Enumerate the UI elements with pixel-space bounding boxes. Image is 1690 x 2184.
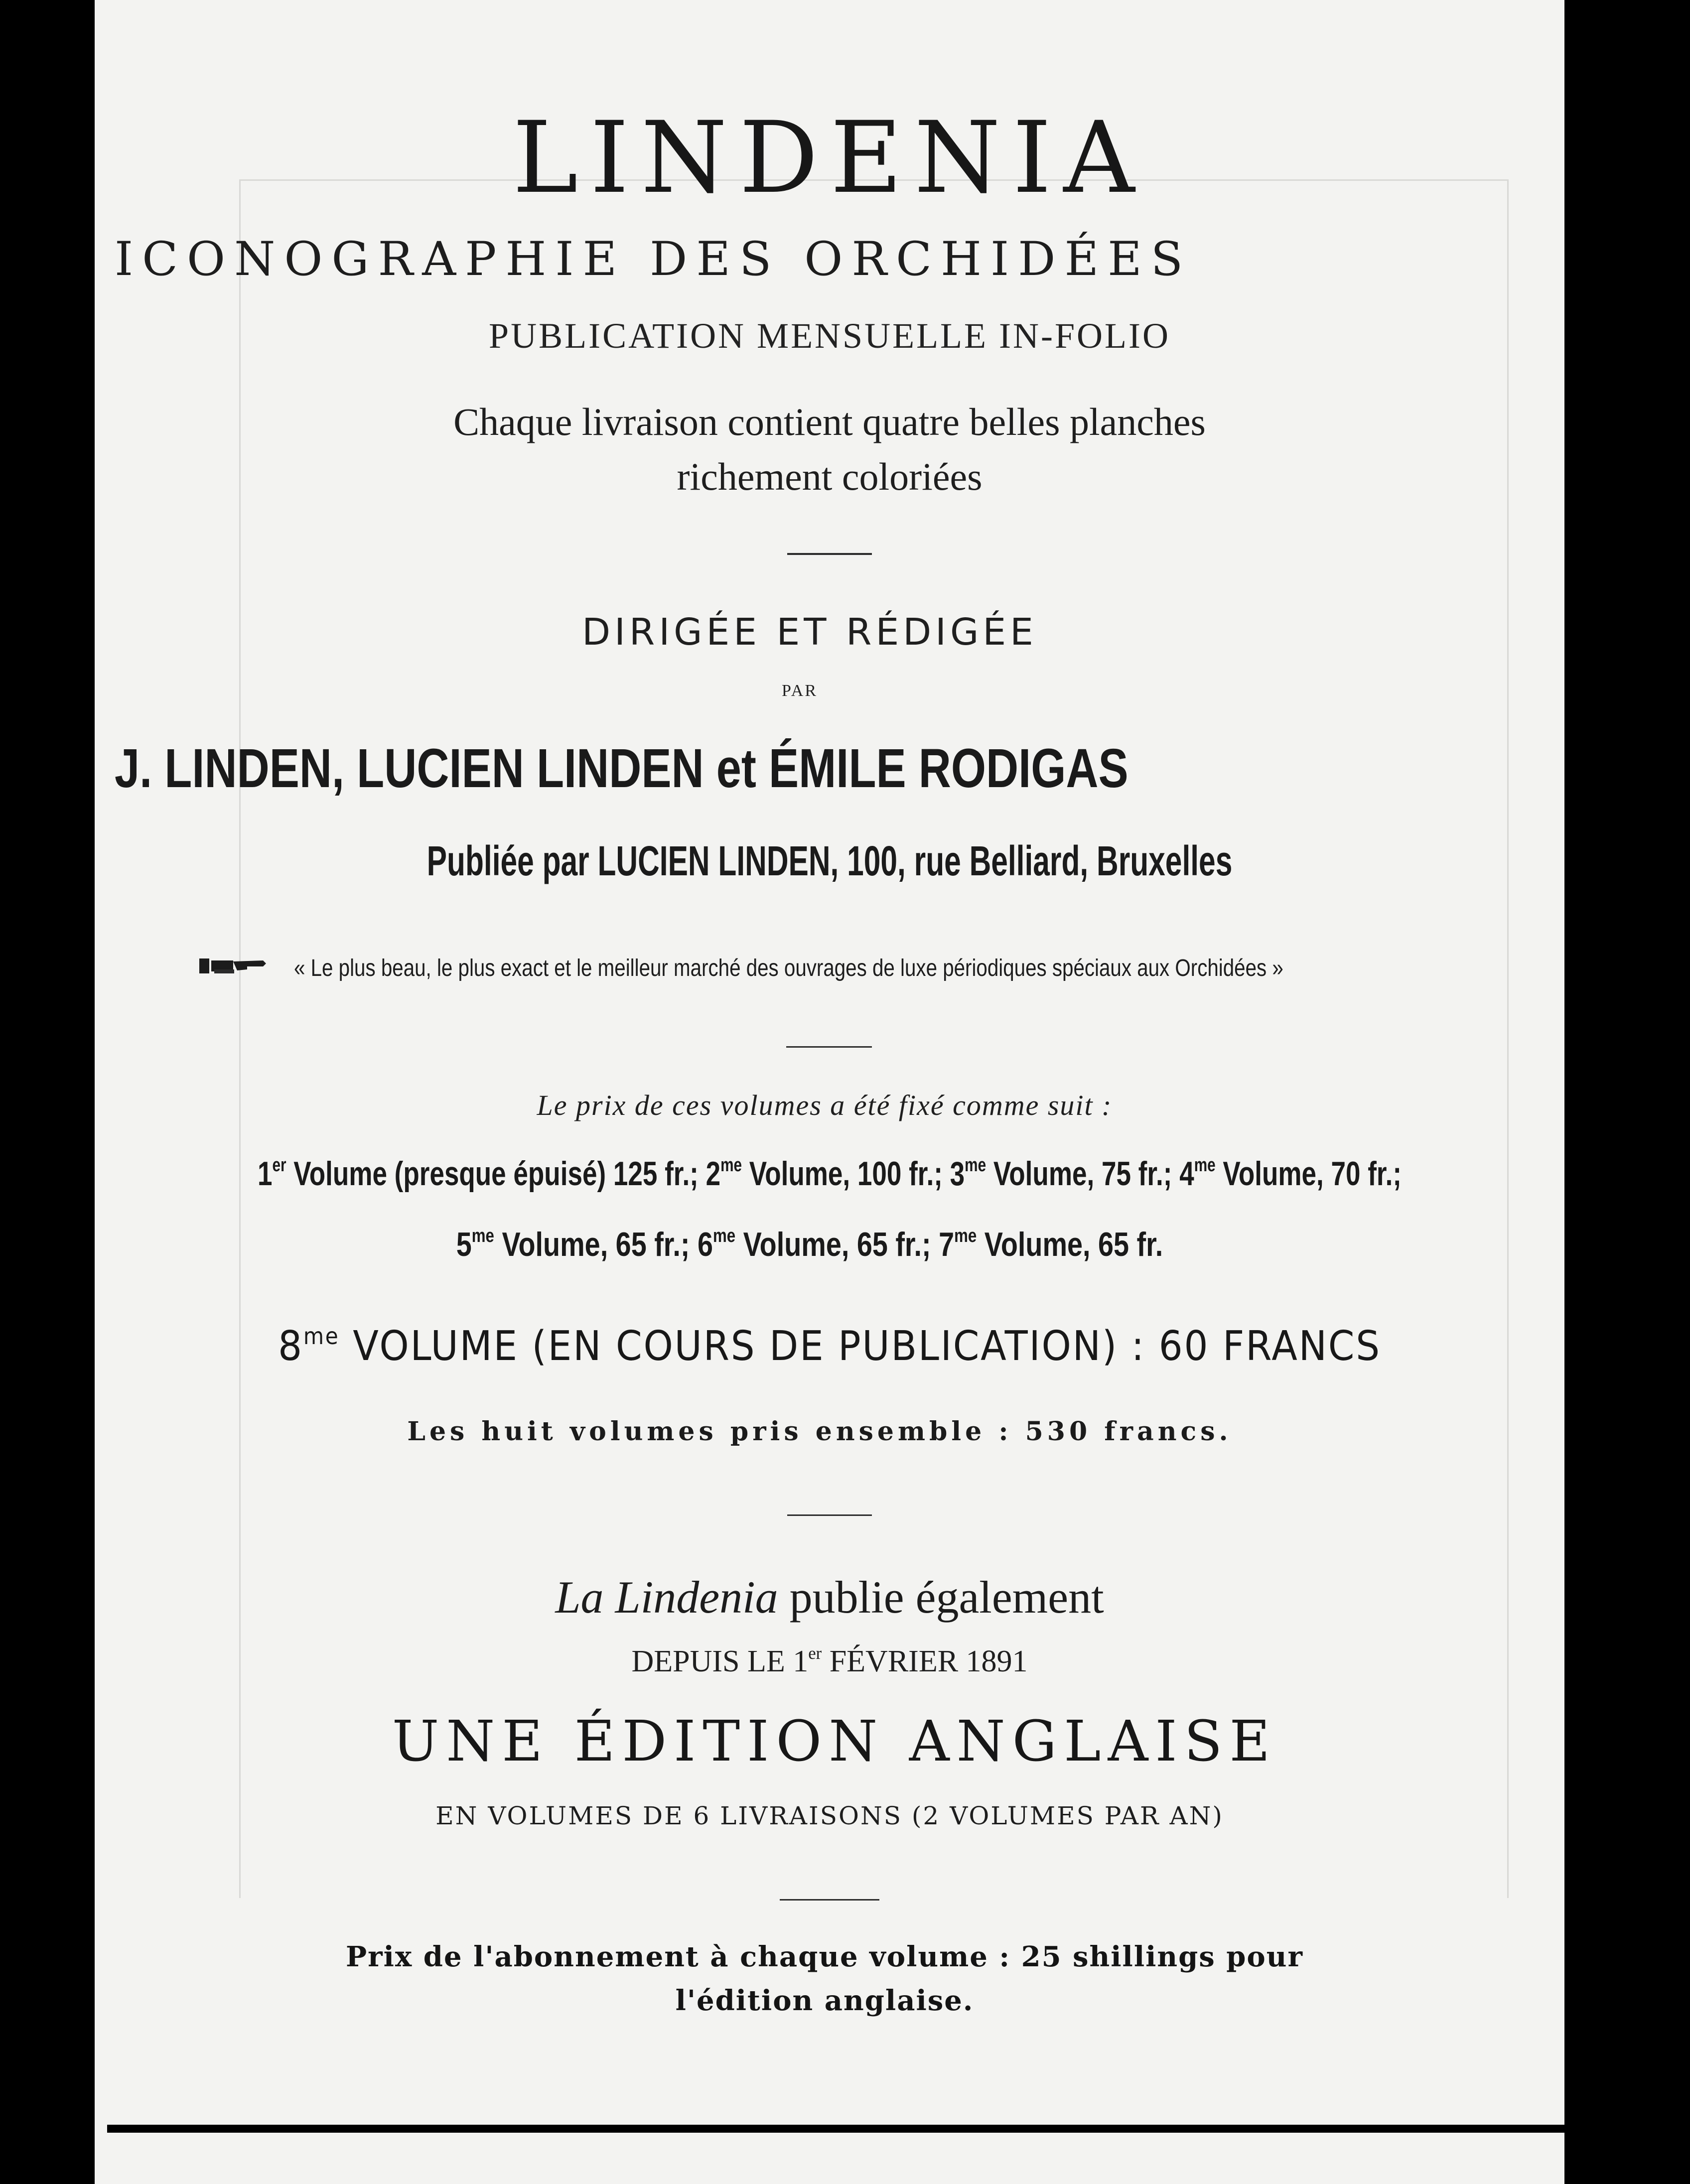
volume-2-suffix: me [720,1155,742,1176]
volume-2-price: Volume, 100 fr.; [749,1155,943,1193]
since-after: FÉVRIER 1891 [829,1644,1028,1678]
volume-4-number: 4 [1179,1155,1194,1193]
scan-bottom-bar [107,2125,1564,2133]
volume-8-suffix: me [303,1322,340,1350]
volume-1-suffix: er [272,1155,286,1176]
directed-line: DIRIGÉE ET RÉDIGÉE [582,611,1037,654]
lindenia-also-rest: publie également [789,1572,1104,1623]
scan-right-border [1564,0,1690,2184]
divider-1 [787,553,872,555]
since-suffix: er [808,1643,822,1663]
par-line: PAR [781,682,818,700]
volume-4-price: Volume, 70 fr.; [1223,1155,1402,1193]
volume-5-number: 5 [456,1226,472,1263]
contains-line-1: Chaque livraison contient quatre belles planches [453,400,1206,443]
lindenia-name: La Lindenia [555,1572,778,1623]
all-volumes-line: Les huit volumes pris ensemble : 530 francs. [407,1416,1232,1447]
volume-2-number: 2 [705,1155,721,1193]
volume-3-price: Volume, 75 fr.; [993,1155,1172,1193]
volumes-six-line: EN VOLUMES DE 6 LIVRAISONS (2 VOLUMES PAR AN) [435,1801,1224,1830]
volumes-line-1 [249,1157,1410,1191]
divider-4 [780,1899,879,1901]
english-edition-line: UNE ÉDITION ANGLAISE [392,1709,1277,1774]
subscription-line-1: Prix de l'abonnement à chaque volume : 25 shillings pour [346,1940,1303,1973]
document-page [95,0,1564,2184]
volume-3-number: 3 [950,1155,965,1193]
title: LINDENIA [512,100,1147,215]
volumes-line-2 [207,1228,1412,1261]
volume-6-suffix: me [712,1226,736,1247]
volume-eight-line [153,1322,1506,1370]
volume-1-number: 1 [257,1155,273,1193]
publication-line: PUBLICATION MENSUELLE IN-FOLIO [489,316,1170,356]
since-before: DEPUIS LE 1 [631,1644,809,1678]
volume-7-price: Volume, 65 fr. [984,1226,1163,1263]
scan-left-border [0,0,95,2184]
volume-5-price: Volume, 65 fr.; [502,1226,690,1263]
lindenia-also-line [95,1572,1564,1623]
volume-7-number: 7 [939,1226,955,1263]
subscription-line-2: l'édition anglaise. [675,1984,974,2017]
authors-line: J. LINDEN, LUCIEN LINDEN et ÉMILE RODIGAS [115,738,1128,799]
volume-6-price: Volume, 65 fr.; [743,1226,931,1263]
volume-3-suffix: me [965,1155,986,1176]
volume-7-suffix: me [954,1226,977,1247]
since-line [95,1643,1564,1678]
volume-6-number: 6 [697,1226,713,1263]
price-heading: Le prix de ces volumes a été fixé comme suit : [537,1089,1113,1121]
divider-3 [787,1514,872,1516]
subtitle: ICONOGRAPHIE DES ORCHIDÉES [115,232,1192,286]
quote-line: « Le plus beau, le plus exact et le meilleur marché des ouvrages de luxe périodiques spéciaux aux Orchidées » [294,955,1283,981]
contains-line-2: richement coloriées [677,455,983,498]
volume-8-text: VOLUME (EN COURS DE PUBLICATION) : 60 FRANCS [353,1323,1381,1370]
divider-2 [786,1046,872,1048]
volume-1-price: Volume (presque épuisé) 125 fr.; [293,1155,699,1193]
publisher-line: Publiée par LUCIEN LINDEN, 100, rue Belliard, Bruxelles [426,837,1233,884]
pointing-hand-icon [199,956,269,976]
volume-5-suffix: me [471,1226,494,1247]
volume-8-number: 8 [278,1323,303,1370]
volume-4-suffix: me [1194,1155,1216,1176]
